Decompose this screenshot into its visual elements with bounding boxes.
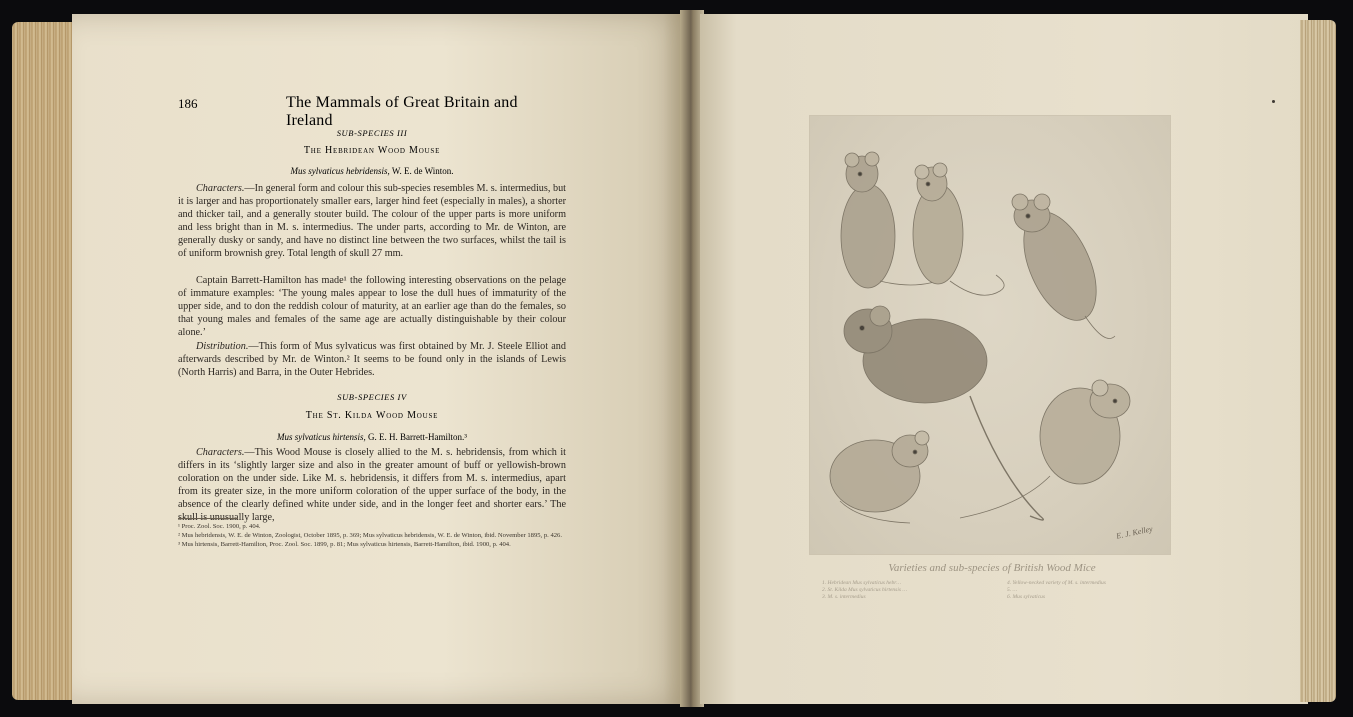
legend-item: 5. …: [1007, 587, 1018, 593]
running-title: The Mammals of Great Britain and Ireland: [286, 94, 518, 129]
footnotes: [178, 522, 566, 549]
mouse-figure-6: [960, 380, 1130, 518]
mouse-figure-2: [913, 163, 1004, 295]
footnote: ² Mus hebridensis, W. E. de Winton, Zoologist, October 1895, p. 369; Mus sylvaticus hebridensis, W. E. de Winton, ibid. November 1895, p. 426.: [178, 532, 562, 539]
running-head: [178, 94, 568, 129]
legend-item: 6. Mus sylvaticus: [1007, 594, 1046, 600]
species-title: The Hebridean Wood Mouse: [303, 145, 441, 156]
mice-plate-illustration: [810, 116, 1170, 554]
binomial-latin: Mus sylvaticus hirtensis,: [277, 432, 366, 442]
paragraph-observations: [178, 274, 566, 339]
paragraph-text: —This Wood Mouse is closely allied to the M. s. hebridensis, from which it differs in its ‘slightly larger size and also in the greater amount of buff or yellowish-brown coloration on the under side. Like M. s. hebridensis, it differs from M. s. intermedius, apart from its greater size, in the more uniform coloration of the upper surface of the body, in the absence of the clearly defined white under side, and in the longer feet and shorter ears.’ The skull is unusually large,: [178, 447, 566, 524]
paragraph-text: —In general form and colour this sub-species resembles M. s. intermedius, but it is larger and has proportionately smaller ears, larger hind feet (especially in males), a shorter and thicker tail, and a generally stouter build. The colour of the upper parts is more uniform and less bright than in M. s. intermedius. The under parts, according to Mr. de Winton, are generally dusky or sandy, and have no distinct line between the two surfaces, whilst the tail is of uniform brownish grey. Total length of skull 27 mm.: [178, 183, 566, 260]
page-number: 186: [178, 96, 198, 111]
footnote-rule: [178, 518, 238, 519]
sub-species-heading: SUB-SPECIES IV: [337, 392, 407, 402]
paragraph-lead: Characters.: [196, 447, 245, 458]
artist-signature: E. J. Kelley: [1115, 524, 1154, 541]
binomial-author: G. E. H. Barrett-Hamilton.³: [365, 432, 467, 442]
footnote: ¹ Proc. Zool. Soc. 1900, p. 404.: [178, 523, 261, 530]
paragraph-text: —This form of Mus sylvaticus was first obtained by Mr. J. Steele Elliot and afterwards described by Mr. de Winton.² It seems to be found only in the islands of Lewis (North Harris) and Barra, in the Outer Hebrides.: [178, 341, 566, 379]
plate-caption: Varieties and sub-species of British Wood Mice: [888, 562, 1096, 574]
paragraph-text: Captain Barrett-Hamilton has made¹ the following interesting observations on the pelage of immature examples: ‘The young males appear to lose the dull hues of immaturity of the upper side, and to don the reddish colour of maturity, at an earlier age than do the females, so that young males and females of the same age are actually distinguishable by their colour alone.’: [178, 275, 566, 339]
mouse-figure-3: [1009, 194, 1115, 339]
paragraph-characters: [178, 182, 566, 261]
paragraph-lead: Distribution.: [196, 341, 249, 352]
legend-item: 4. Yellow-necked variety of M. s. intermedius: [1007, 580, 1106, 586]
binomial-name: [178, 166, 566, 176]
paragraph-lead: Characters.: [196, 183, 245, 194]
sub-species-heading: SUB-SPECIES III: [336, 128, 408, 138]
paragraph-characters: [178, 446, 566, 525]
binomial-author: W. E. de Winton.: [389, 166, 454, 176]
right-page-edges: [1300, 20, 1336, 702]
mouse-figure-5: [830, 431, 929, 523]
mice-drawing: [810, 116, 1170, 554]
page-mark: [1272, 100, 1275, 103]
species-title: The St. Kilda Wood Mouse: [305, 410, 439, 421]
binomial-name: [178, 432, 566, 442]
footnote: ³ Mus hirtensis, Barrett-Hamilton, Proc. Zool. Soc. 1899, p. 81; Mus sylvaticus hirtensis, Barrett-Hamilton, ibid. 1900, p. 404.: [178, 541, 511, 548]
legend-column-right: [1007, 580, 1167, 601]
paragraph-distribution: [178, 340, 566, 379]
binomial-latin: Mus sylvaticus hebridensis,: [290, 166, 390, 176]
legend-item: 2. St. Kilda Mus sylvaticus hirtensis …: [822, 587, 908, 593]
legend-item: 1. Hebridean Mus sylvaticus hebr…: [822, 580, 902, 586]
legend-column-left: [822, 580, 982, 601]
legend-item: 3. M. s. intermedius: [822, 594, 866, 600]
